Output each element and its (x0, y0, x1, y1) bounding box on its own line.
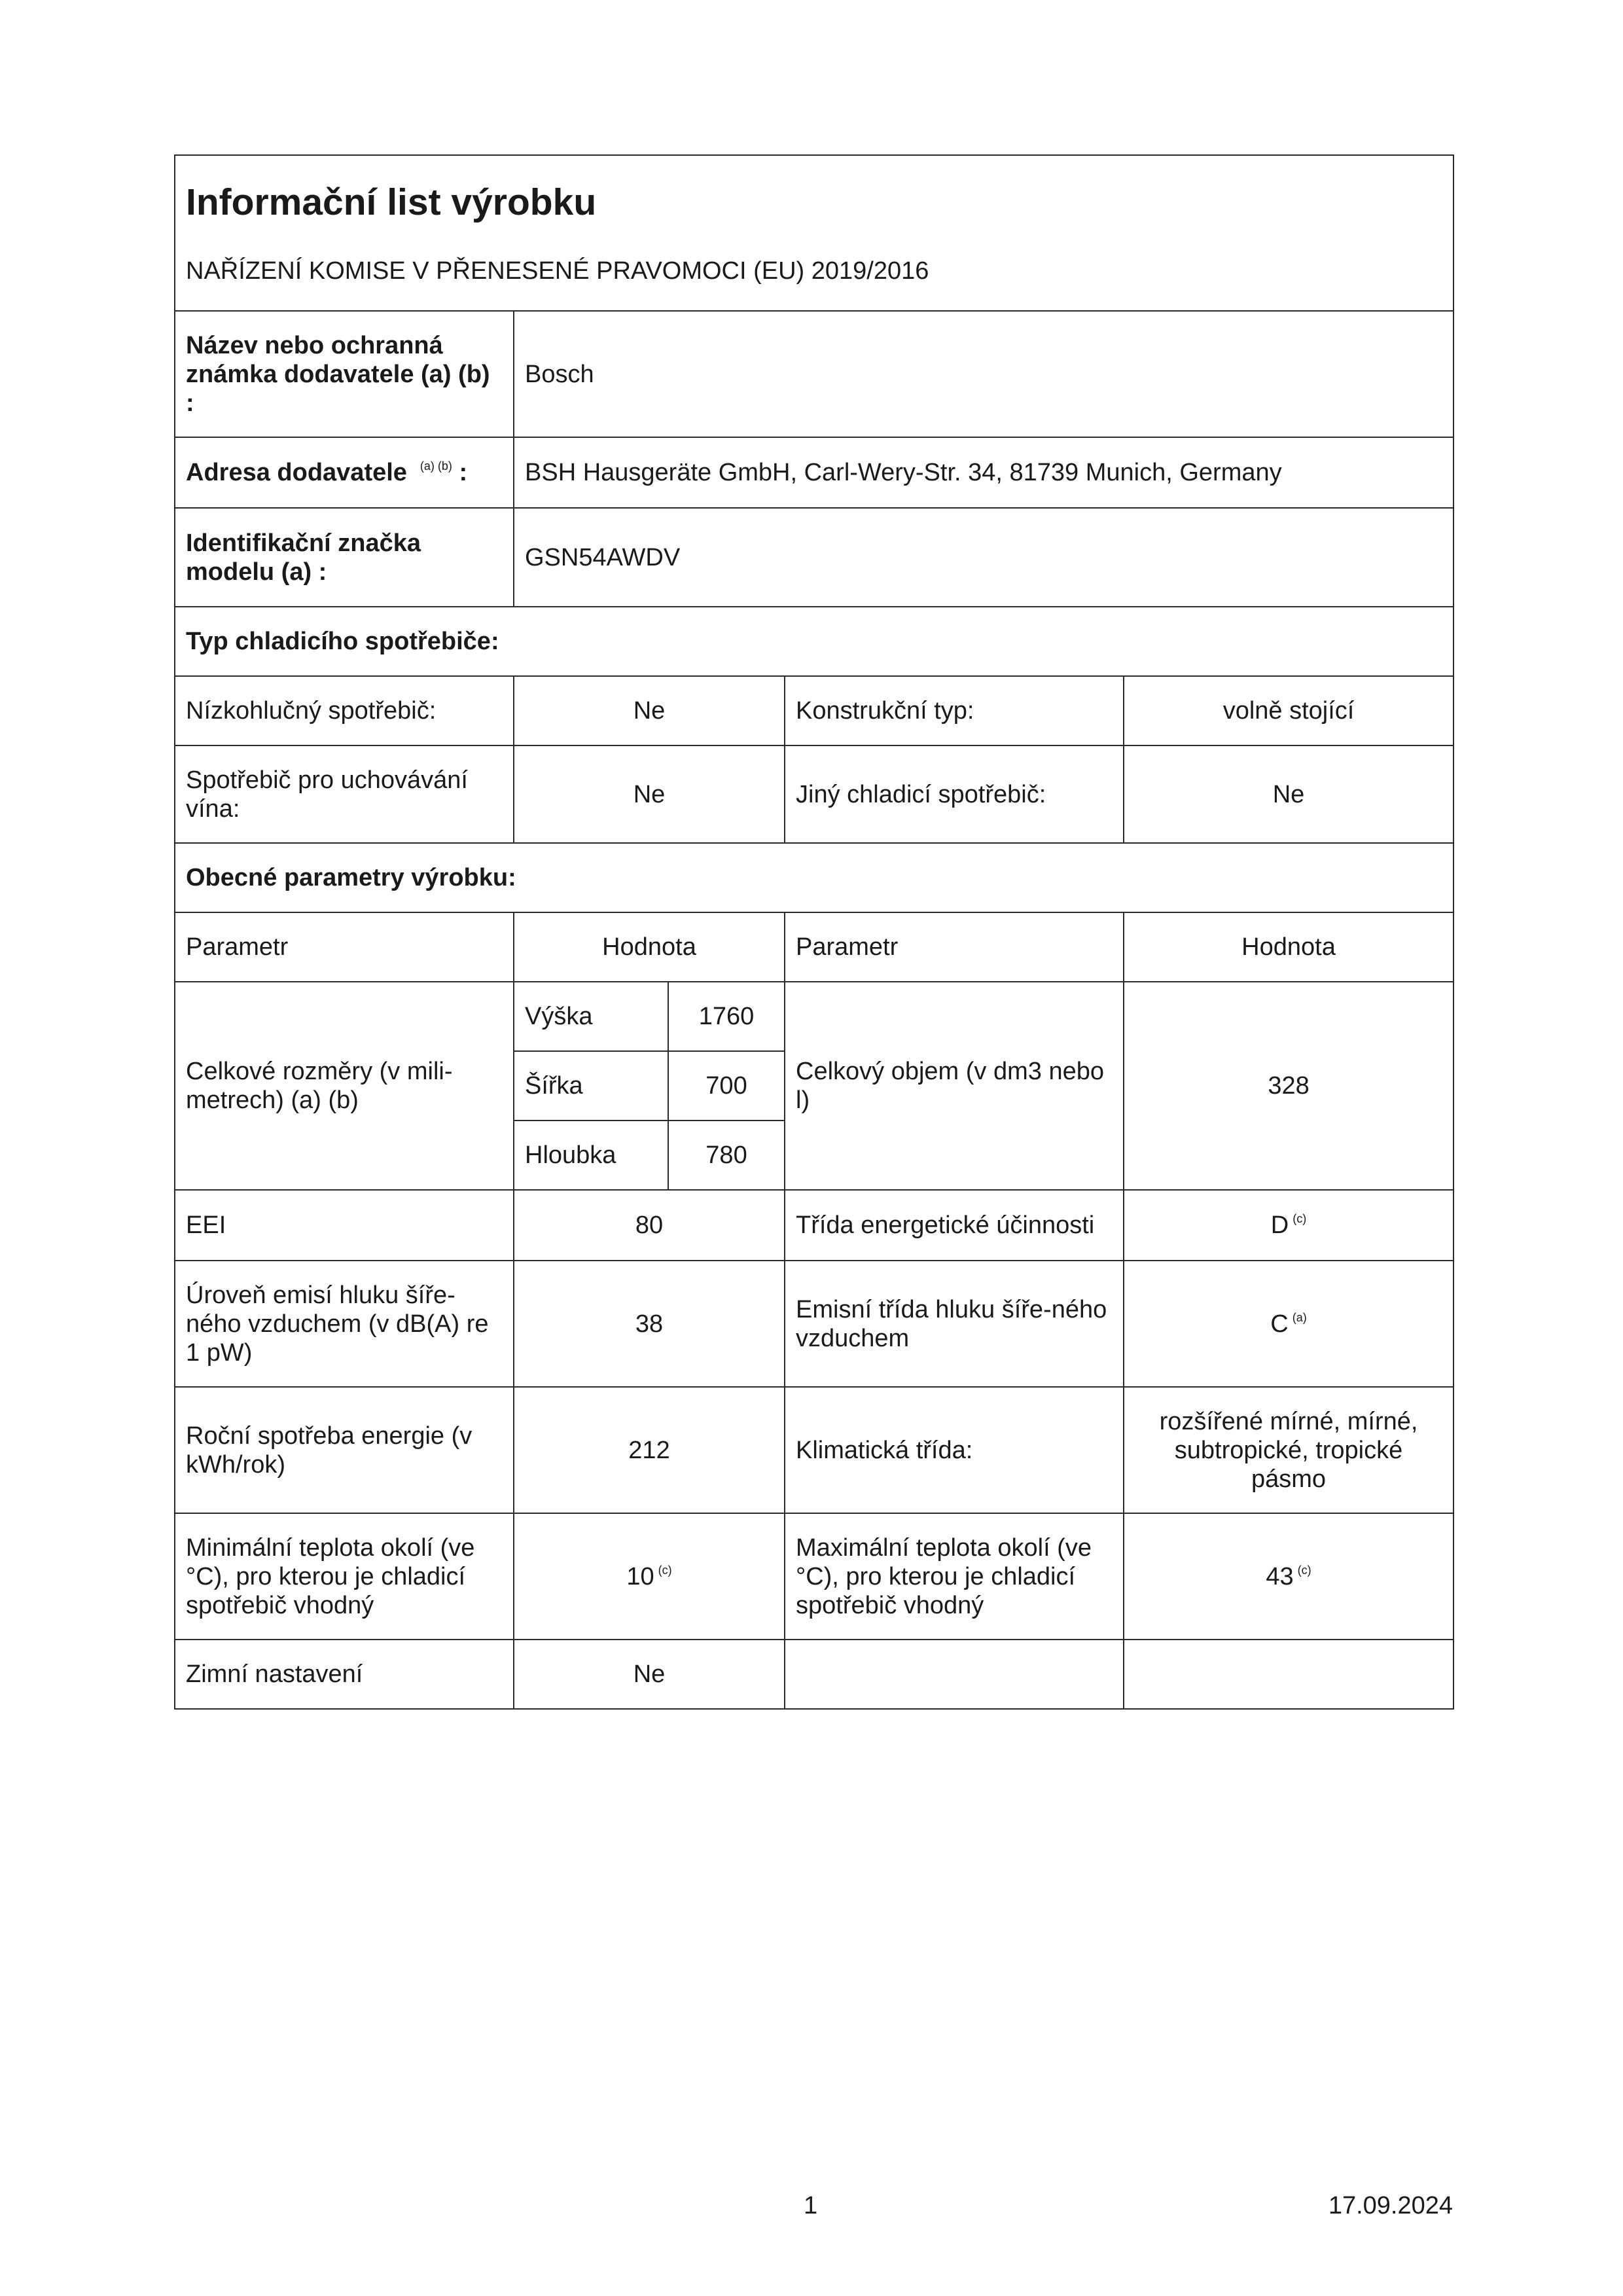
winter-setting-value: Ne (514, 1640, 785, 1709)
noise-class-note: (a) (1292, 1310, 1307, 1324)
wine-storage-label: Spotřebič pro uchovávání vína: (175, 745, 514, 843)
other-refrigerating-label: Jiný chladicí spotřebič: (785, 745, 1124, 843)
wine-storage-value: Ne (514, 745, 785, 843)
general-parameters-section-title: Obecné parametry výrobku: (175, 843, 1454, 912)
max-temp-value: 43 (1266, 1562, 1294, 1590)
dimensions-label: Celkové rozměry (v mili-metrech) (a) (b) (175, 982, 514, 1190)
noise-level-value: 38 (514, 1261, 785, 1387)
noise-class-value: C (1270, 1310, 1289, 1338)
document-date: 17.09.2024 (1328, 2192, 1453, 2219)
depth-label: Hloubka (514, 1121, 668, 1190)
model-identifier-label: Identifikační značka modelu (a) : (175, 508, 514, 607)
appliance-type-section-row (175, 607, 1454, 676)
height-label: Výška (514, 982, 668, 1051)
eei-value: 80 (514, 1190, 785, 1261)
low-noise-label: Nízkohlučný spotřebič: (175, 676, 514, 745)
supplier-address-note: (a) (b) (419, 459, 452, 473)
noise-class-label: Emisní třída hluku šíře-ného vzduchem (785, 1261, 1124, 1387)
energy-class-note: (c) (1293, 1212, 1307, 1225)
column-header-value: Hodnota (514, 912, 785, 982)
eei-label: EEI (175, 1190, 514, 1261)
noise-level-label: Úroveň emisí hluku šíře-ného vzduchem (v dB(A) re 1 pW) (175, 1261, 514, 1387)
energy-class-cell (1124, 1190, 1454, 1261)
header-cell (175, 155, 1454, 311)
regulation-reference: NAŘÍZENÍ KOMISE V PŘENESENÉ PRAVOMOCI (EU) 2019/2016 (186, 257, 929, 285)
supplier-address-value: BSH Hausgeräte GmbH, Carl-Wery-Str. 34, 81739 Munich, Germany (514, 437, 1454, 508)
climate-class-value: rozšířené mírné, mírné, subtropické, tropické pásmo (1124, 1387, 1454, 1513)
model-identifier-value: GSN54AWDV (514, 508, 1454, 607)
appliance-type-section-title: Typ chladicího spotřebiče: (175, 607, 1454, 676)
column-header-parameter: Parametr (175, 912, 514, 982)
width-value: 700 (668, 1051, 785, 1121)
annual-energy-label: Roční spotřeba energie (v kWh/rok) (175, 1387, 514, 1513)
page-number: 1 (804, 2192, 818, 2219)
low-noise-row (175, 676, 1454, 745)
min-temp-note: (c) (658, 1563, 672, 1577)
supplier-name-value: Bosch (514, 311, 1454, 437)
max-temp-note: (c) (1297, 1563, 1311, 1577)
ambient-temperature-row (175, 1513, 1454, 1640)
energy-class-label: Třída energetické účinnosti (785, 1190, 1124, 1261)
annual-energy-row (175, 1387, 1454, 1513)
document-title: Informační list výrobku (186, 181, 597, 223)
max-temp-label: Maximální teplota okolí (ve °C), pro kterou je chladicí spotřebič vhodný (785, 1513, 1124, 1640)
other-refrigerating-value: Ne (1124, 745, 1454, 843)
supplier-address-row (175, 437, 1454, 508)
header-row (175, 155, 1454, 311)
low-noise-value: Ne (514, 676, 785, 745)
supplier-name-row (175, 311, 1454, 437)
width-label: Šířka (514, 1051, 668, 1121)
total-volume-label: Celkový objem (v dm3 nebo l) (785, 982, 1124, 1190)
supplier-name-label: Název nebo ochranná známka dodavatele (a) (b) : (175, 311, 514, 437)
height-value: 1760 (668, 982, 785, 1051)
parameter-header-row (175, 912, 1454, 982)
winter-setting-row (175, 1640, 1454, 1709)
supplier-address-label: Adresa dodavatele (186, 459, 407, 486)
dimensions-row-height (175, 982, 1454, 1051)
general-parameters-section-row (175, 843, 1454, 912)
climate-class-label: Klimatická třída: (785, 1387, 1124, 1513)
column-header-parameter-2: Parametr (785, 912, 1124, 982)
column-header-value-2: Hodnota (1124, 912, 1454, 982)
noise-row (175, 1261, 1454, 1387)
min-temp-value: 10 (626, 1562, 654, 1590)
depth-value: 780 (668, 1121, 785, 1190)
noise-class-cell (1124, 1261, 1454, 1387)
energy-class-value: D (1270, 1211, 1289, 1239)
model-identifier-row (175, 508, 1454, 607)
max-temp-cell (1124, 1513, 1454, 1640)
empty-cell (1124, 1640, 1454, 1709)
winter-setting-label: Zimní nastavení (175, 1640, 514, 1709)
design-type-value: volně stojící (1124, 676, 1454, 745)
product-information-sheet (174, 154, 1454, 1710)
supplier-address-label-cell (175, 437, 514, 508)
eei-row (175, 1190, 1454, 1261)
annual-energy-value: 212 (514, 1387, 785, 1513)
wine-storage-row (175, 745, 1454, 843)
supplier-address-colon: : (459, 459, 468, 486)
min-temp-cell (514, 1513, 785, 1640)
empty-cell (785, 1640, 1124, 1709)
min-temp-label: Minimální teplota okolí (ve °C), pro kterou je chladicí spotřebič vhodný (175, 1513, 514, 1640)
total-volume-value: 328 (1124, 982, 1454, 1190)
design-type-label: Konstrukční typ: (785, 676, 1124, 745)
